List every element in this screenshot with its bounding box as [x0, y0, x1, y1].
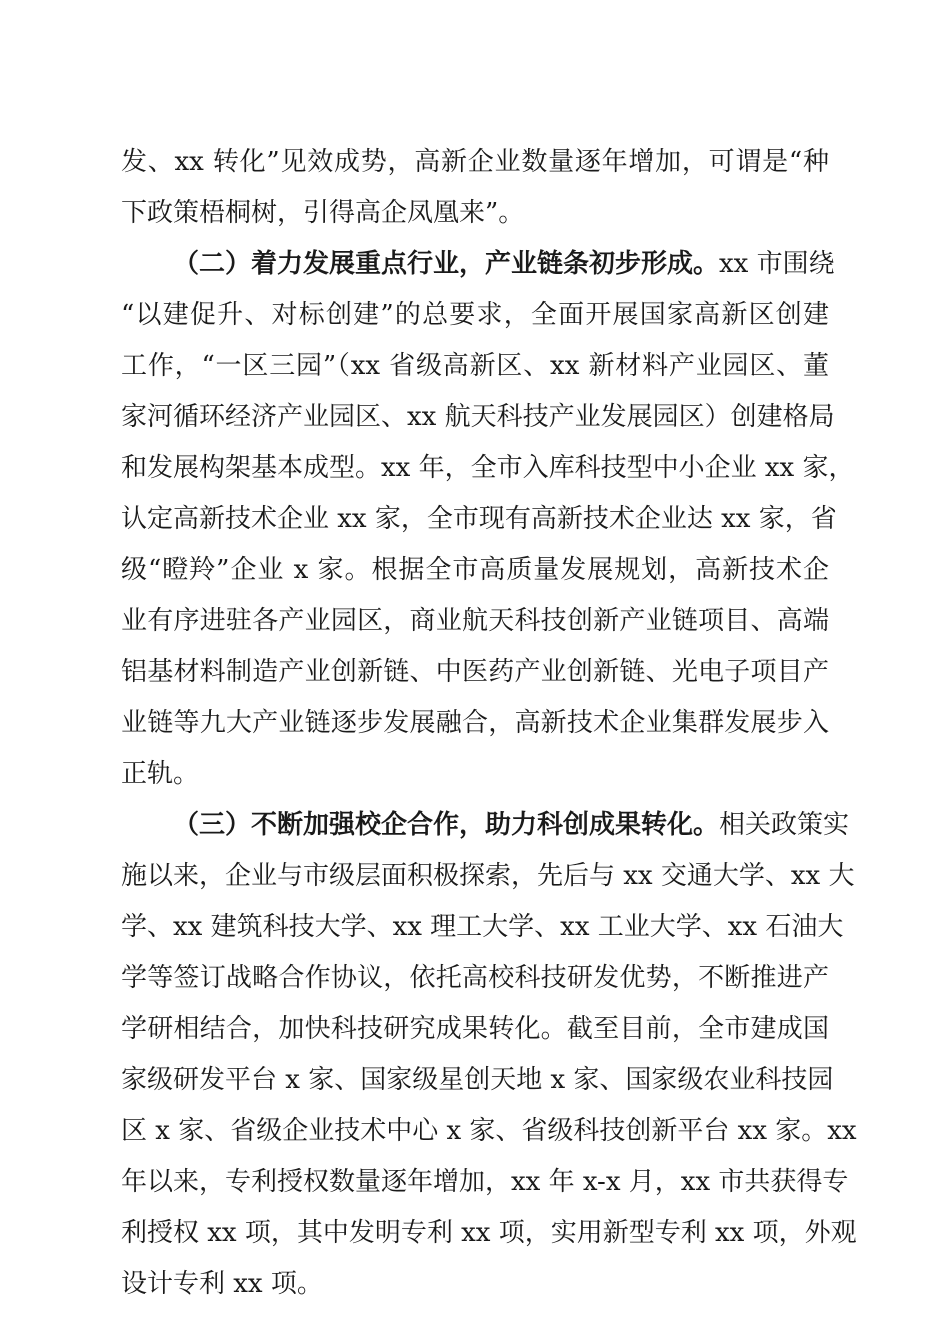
text-line: 利授权 xx 项，其中发明专利 xx 项，实用新型专利 xx 项，外观: [121, 1218, 857, 1248]
text-line: 业有序进驻各产业园区，商业航天科技创新产业链项目、高端: [121, 606, 829, 636]
text-line: 正轨。: [121, 759, 200, 789]
text-span: xx 市围绕: [719, 249, 835, 279]
text-line: 学研相结合，加快科技研究成果转化。截至目前，全市建成国: [121, 1014, 829, 1044]
text-line: 学、xx 建筑科技大学、xx 理工大学、xx 工业大学、xx 石油大: [121, 912, 844, 942]
document-body: [121, 137, 857, 1310]
text-line: 年以来，专利授权数量逐年增加，xx 年 x-x 月，xx 市共获得专: [121, 1167, 849, 1197]
text-line: 区 x 家、省级企业技术中心 x 家、省级科技创新平台 xx 家。xx: [121, 1116, 857, 1146]
text-line: 和发展构架基本成型。xx 年，全市入库科技型中小企业 xx 家，: [121, 453, 855, 483]
section-3-first-line: [121, 800, 850, 851]
text-line: 设计专利 xx 项。: [121, 1269, 323, 1299]
text-line: 家级研发平台 x 家、国家级星创天地 x 家、国家级农业科技园: [121, 1065, 834, 1095]
text-line: 工作，“一区三园”（xx 省级高新区、xx 新材料产业园区、董: [121, 351, 829, 381]
text-line: 业链等九大产业链逐步发展融合，高新技术企业集群发展步入: [121, 708, 829, 738]
section-2-heading: （二）着力发展重点行业，产业链条初步形成。: [173, 249, 720, 279]
text-line: 学等签订战略合作协议，依托高校科技研发优势，不断推进产: [121, 963, 829, 993]
text-span: 相关政策实: [719, 810, 850, 840]
section-3-heading: （三）不断加强校企合作，助力科创成果转化。: [173, 810, 720, 840]
section-2-first-line: [121, 239, 835, 290]
text-line: 下政策梧桐树，引得高企凤凰来”。: [121, 198, 525, 228]
text-line: 认定高新技术企业 xx 家，全市现有高新技术企业达 xx 家，省: [121, 504, 837, 534]
text-line: 级“瞪羚”企业 x 家。根据全市高质量发展规划，高新技术企: [121, 555, 829, 585]
text-line: 家河循环经济产业园区、xx 航天科技产业发展园区）创建格局: [121, 402, 835, 432]
text-line: 施以来，企业与市级层面积极探索，先后与 xx 交通大学、xx 大: [121, 861, 855, 891]
text-line: 发、xx 转化”见效成势，高新企业数量逐年增加，可谓是“种: [121, 147, 829, 177]
text-line: 铝基材料制造产业创新链、中医药产业创新链、光电子项目产: [121, 657, 829, 687]
text-line: “以建促升、对标创建”的总要求，全面开展国家高新区创建: [121, 300, 829, 330]
